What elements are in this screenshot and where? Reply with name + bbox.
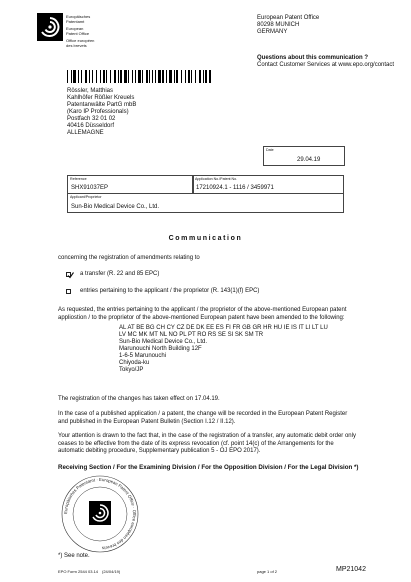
date-value: 29.04.19: [297, 157, 321, 163]
barcode-bar: [73, 70, 76, 83]
barcode-bar: [203, 70, 204, 83]
recipient-line: Kahlhöfer Rößler Kreuels: [67, 95, 135, 101]
amendment-paragraph: As requested, the entries pertaining to the applicant / the proprietor of the above-mentioned European patent appliostion / to the proprietor of the above-mentioned European patent have been amended to the following:: [58, 307, 347, 321]
barcode-bar: [181, 70, 182, 83]
see-note: *) See note.: [58, 553, 90, 559]
recipient-line: Postfach 32 01 02: [67, 116, 116, 122]
barcode-bar: [138, 70, 141, 83]
recipient-line: (Karo IP Professionals): [67, 109, 129, 115]
owner-line: Tokyo/JP: [119, 367, 144, 373]
barcode-bar: [176, 70, 178, 83]
recipient-line: Rössler, Matthias: [67, 88, 114, 94]
applicant-box: [67, 193, 344, 213]
barcode-bar: [114, 70, 116, 83]
seal-text: Europäisches Patentamt · European Patent Office · Office européen des brevets: [62, 476, 138, 551]
barcode-bar: [92, 70, 94, 83]
epo-seal-icon: [58, 472, 142, 556]
recipient-line: Patentanwälte PartG mbB: [67, 102, 137, 108]
barcode-bar: [209, 70, 212, 83]
owner-line: Chiyoda-ku: [119, 360, 150, 366]
form-number: EPO Form 2544 03.14: [58, 569, 99, 574]
recipient-line: ALLEMAGNE: [67, 130, 104, 136]
barcode-bar: [142, 70, 143, 83]
questions-block: [257, 55, 394, 69]
transfer-checkbox[interactable]: [66, 272, 71, 277]
reference-value: SHX91037EP: [71, 185, 109, 191]
barcode-bar: [96, 70, 97, 83]
barcode-bar: [120, 70, 122, 83]
logo-line: Office européen: [66, 38, 95, 43]
barcode-bar: [71, 70, 72, 83]
designated-states-line: AL AT BE BG CH CY CZ DE DK EE ES FI FR GB GR HR HU IE IS IT LI LT LU: [119, 325, 328, 331]
barcode-bar: [199, 70, 201, 83]
application-box: [192, 175, 344, 194]
debit-order-paragraph: Your attention is drawn to the fact that, in the case of the registration of a transfer, any automatic debit order only ceases to be effective from the date of its express revocation (cf. point 14(c) of the Arrangements for the automatic debiting procedure, Supplementary publication 5 - OJ EPO 2017).: [58, 433, 356, 454]
barcode: [67, 70, 209, 83]
questions-title: Questions about this communication ?: [257, 55, 369, 61]
barcode-bar: [128, 70, 129, 83]
owner-line: Marunouchi North Building 12F: [119, 346, 202, 352]
epo-logo-icon: [37, 13, 63, 41]
barcode-bar: [135, 70, 136, 83]
address-line: European Patent Office: [257, 15, 320, 21]
barcode-bar: [149, 70, 150, 83]
recipient-line: 40416 Düsseldorf: [67, 123, 115, 129]
transfer-option-label: a transfer (R. 22 and 85 EPC): [80, 271, 160, 277]
applicant-value: Sun-Bio Medical Device Co., Ltd.: [71, 204, 160, 210]
logo-line: European: [66, 26, 84, 31]
entries-checkbox[interactable]: [66, 289, 71, 294]
barcode-bar: [152, 70, 153, 83]
logo-text: [66, 14, 94, 48]
publication-paragraph: In the case of a published application / a patent, the change will be recorded in the European Patent Register and published in the European Patent Bulletin (Section I.12 / II.12).: [58, 411, 348, 425]
barcode-bar: [169, 70, 172, 83]
barcode-bar: [81, 70, 82, 83]
barcode-bar: [100, 70, 101, 83]
barcode-bar: [110, 70, 111, 83]
logo-line: Europäisches: [66, 14, 91, 19]
barcode-bar: [155, 70, 156, 83]
effect-date-paragraph: The registration of the changes has taken effect on 17.04.19.: [58, 396, 220, 402]
application-value: 17210924.1 - 1116 / 3459971: [196, 185, 274, 191]
entries-option-label: entries pertaining to the applicant / the proprietor (R. 143(1)(f) EPC): [80, 288, 260, 294]
barcode-bar: [195, 70, 196, 83]
form-date: (24/04/19): [102, 569, 121, 574]
date-label: Date: [266, 148, 274, 152]
barcode-bar: [205, 70, 207, 83]
intro-text: concerning the registration of amendments relating to: [58, 255, 200, 261]
barcode-bar: [78, 70, 80, 83]
barcode-bar: [146, 70, 148, 83]
document-code: MP21042: [336, 566, 366, 573]
barcode-bar: [89, 70, 90, 83]
reference-box: [67, 175, 194, 194]
applicant-label: Applicant/Proprietor: [70, 195, 102, 199]
barcode-bar: [103, 70, 105, 83]
address-line: 80298 MUNICH: [257, 22, 300, 28]
barcode-bar: [118, 70, 119, 83]
barcode-bar: [158, 70, 161, 83]
barcode-bar: [124, 70, 127, 83]
barcode-bar: [185, 70, 186, 83]
barcode-bar: [188, 70, 190, 83]
new-entry-block: [119, 325, 328, 374]
recipient-address: [67, 88, 136, 137]
date-box: [263, 146, 345, 166]
designated-states-line: LV MC MK MT NL NO PL PT RO RS SE SI SK SM TR: [119, 332, 264, 338]
barcode-bar: [67, 70, 68, 83]
logo-line: Patentamt: [66, 19, 85, 24]
questions-subtitle: Contact Customer Services at www.epo.org/contact: [257, 62, 395, 68]
page-title: Communication: [168, 235, 243, 242]
receiving-section: Receiving Section / For the Examining Division / For the Opposition Division / For the Legal Division *): [58, 464, 359, 471]
owner-line: Sun-Bio Medical Device Co., Ltd.: [119, 339, 208, 345]
barcode-bar: [132, 70, 133, 83]
check-icon: [67, 272, 74, 279]
office-address: [257, 15, 319, 36]
owner-line: 1-6-5 Marunouchi: [119, 353, 167, 359]
application-label: Application No./Patent No.: [195, 177, 238, 181]
reference-label: Reference: [70, 177, 87, 181]
barcode-bar: [191, 70, 192, 83]
page-number: page 1 of 2: [257, 569, 278, 574]
address-line: GERMANY: [257, 29, 288, 35]
barcode-bar: [166, 70, 167, 83]
barcode-bar: [174, 70, 175, 83]
barcode-bar: [106, 70, 107, 83]
logo-line: des brevets: [66, 43, 87, 48]
barcode-bar: [85, 70, 88, 83]
logo-line: Patent Office: [66, 31, 90, 36]
barcode-bar: [162, 70, 164, 83]
